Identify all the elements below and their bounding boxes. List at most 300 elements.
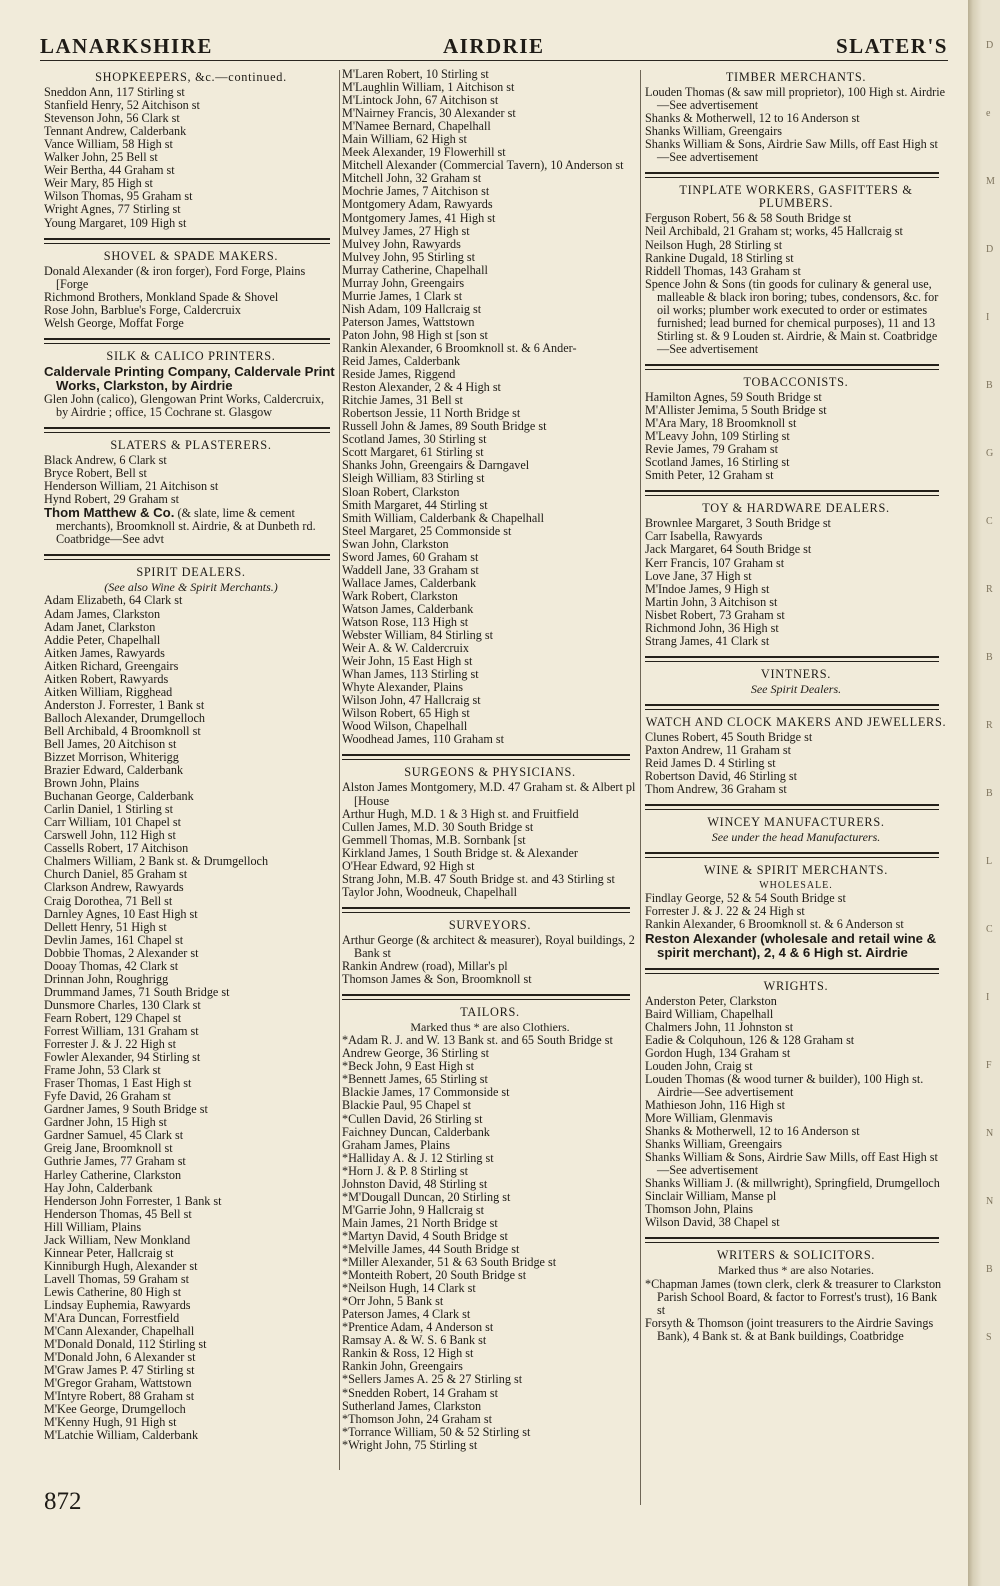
list-item: Alston James Montgomery, M.D. 47 Graham st. & Albert pl [House [342, 780, 636, 808]
section-heading: SLATERS & PLASTERERS. [110, 437, 272, 452]
column-3 [645, 68, 947, 1343]
list-item: Scotland James, 30 Stirling st [342, 432, 487, 447]
section-heading: TIMBER MERCHANTS. [725, 70, 867, 84]
list-item: Gemmell Thomas, M.B. Sornbank [st [342, 832, 526, 847]
section-heading: TOBACCONISTS. [743, 374, 849, 389]
section-heading: WRITERS & SOLICITORS. [716, 1248, 876, 1263]
list-item: Craig Dorothea, 71 Bell st [44, 893, 173, 908]
column-divider [339, 70, 340, 1470]
list-item: M'Leavy John, 109 Stirling st [645, 429, 790, 444]
list-item: Robertson David, 46 Stirling st [645, 769, 798, 784]
list-item: Wilson Thomas, 95 Graham st [44, 189, 193, 204]
list-item: Darnley Agnes, 10 East High st [44, 906, 198, 921]
list-item: Donald Alexander (& iron forger), Ford Forge, Plains [Forge [44, 263, 306, 291]
list-item: Smith Peter, 12 Graham st [645, 468, 774, 483]
list-item: Paterson James, Wattstown [342, 314, 475, 329]
section-heading: WRIGHTS. [763, 978, 829, 993]
column-divider [640, 70, 641, 1505]
list-item: Main James, 21 North Bridge st [342, 1215, 498, 1230]
list-item: Bizzet Morrison, Whiterigg [44, 750, 179, 765]
edge-letter: D [986, 244, 994, 255]
list-item: M'Laren Robert, 10 Stirling st [342, 67, 489, 81]
column-2 [342, 68, 638, 1452]
list-item: Balloch Alexander, Drumgelloch [44, 710, 205, 725]
list-item: Brown John, Plains [44, 776, 140, 791]
section-heading: TOY & HARDWARE DEALERS. [702, 501, 890, 516]
edge-letter: C [986, 516, 993, 527]
list-item: Shanks William & Sons, Airdrie Saw Mills, off East High st—See advertisement [645, 137, 938, 165]
list-item: Hamilton Agnes, 59 South Bridge st [645, 389, 822, 404]
list-item: Carr William, 101 Chapel st [44, 815, 182, 830]
section-entries [645, 86, 947, 164]
list-item: Faichney Duncan, Calderbank [342, 1124, 490, 1139]
section-entries [645, 731, 947, 796]
edge-letter: N [986, 1196, 994, 1207]
list-item: Scotland James, 16 Stirling st [645, 455, 790, 470]
list-item: Kerr Francis, 107 Graham st [645, 555, 785, 570]
list-item: Nisbet Robert, 73 Graham st [645, 607, 785, 622]
bold-entry: Thom Matthew & Co. [44, 505, 175, 521]
list-item: M'Nairney Francis, 30 Alexander st [342, 106, 516, 121]
list-item: Thomson James & Son, Broomknoll st [342, 972, 532, 987]
section-rule [44, 238, 330, 244]
list-item: *Adam R. J. and W. 13 Bank st. and 65 South Bridge st [342, 1033, 613, 1048]
list-item: Mulvey James, 27 High st [342, 223, 470, 238]
section-entries [44, 86, 338, 230]
list-item: *Prentice Adam, 4 Anderson st [342, 1320, 494, 1335]
list-item: Reid James D. 4 Stirling st [645, 756, 776, 771]
list-item: M'Namee Bernard, Chapelhall [342, 119, 491, 134]
list-item: Guthrie James, 77 Graham st [44, 1154, 186, 1169]
list-item: Addie Peter, Chapelhall [44, 632, 161, 647]
list-item: Wilson Robert, 65 High st [342, 706, 470, 721]
list-item: Aitken Robert, Rawyards [44, 671, 169, 686]
list-item: M'Ara Duncan, Forrestfield [44, 1311, 180, 1326]
list-item: M'Cann Alexander, Chapelhall [44, 1324, 195, 1339]
list-item: Louden Thomas (& wood turner & builder), 100 High st. Airdrie—See advertisement [645, 1071, 924, 1099]
list-item: *Bennett James, 65 Stirling st [342, 1072, 488, 1087]
list-item: *M'Dougall Duncan, 20 Stirling st [342, 1189, 511, 1204]
section-heading: WATCH AND CLOCK MAKERS AND JEWELLERS. [645, 714, 947, 729]
list-item: M'Donald Donald, 112 Stirling st [44, 1337, 207, 1352]
list-item: Mitchell Alexander (Commercial Tavern), 10 Anderson st [342, 158, 624, 173]
list-item: M'Gregor Graham, Wattstown [44, 1376, 192, 1391]
section-entries [44, 393, 338, 419]
list-item: Weir John, 15 East High st [342, 654, 473, 669]
section-entries [645, 391, 947, 482]
list-item: Fearn Robert, 129 Chapel st [44, 1010, 182, 1025]
section-entries [44, 265, 338, 330]
list-item: Glen John (calico), Glengowan Print Works, Caldercruix, by Airdrie ; office, 15 Cochrane st. Glasgow [44, 391, 325, 419]
list-item: Swan John, Clarkston [342, 536, 449, 551]
list-item: M'Laughlin William, 1 Aitchison st [342, 80, 515, 95]
list-item: Shanks John, Greengairs & Darngavel [342, 458, 530, 473]
list-item [44, 506, 338, 546]
list-item: *Halliday A. & J. 12 Stirling st [342, 1150, 494, 1165]
list-item: M'Indoe James, 9 High st [645, 581, 770, 596]
list-item: Montgomery Adam, Rawyards [342, 197, 493, 212]
list-item: Fyfe David, 26 Graham st [44, 1089, 171, 1104]
list-item: Forrester J. & J. 22 High st [44, 1037, 177, 1052]
list-item: Strang James, 41 Clark st [645, 633, 770, 648]
list-item: Love Jane, 37 High st [645, 568, 752, 583]
list-item: Watson James, Calderbank [342, 601, 474, 616]
list-item: Devlin James, 161 Chapel st [44, 932, 184, 947]
list-item: Lavell Thomas, 59 Graham st [44, 1271, 189, 1286]
edge-letter: D [986, 40, 994, 51]
list-item: Rankin John, Greengairs [342, 1359, 463, 1374]
list-item: Rankine Dugald, 18 Stirling st [645, 250, 794, 265]
list-item: *Miller Alexander, 51 & 63 South Bridge st [342, 1255, 557, 1270]
list-item: Meek Alexander, 19 Flowerhill st [342, 145, 506, 160]
list-item: *Beck John, 9 East High st [342, 1059, 475, 1074]
edge-letter: B [986, 380, 993, 391]
section-heading: SPIRIT DEALERS. [136, 565, 246, 580]
list-item: *Chapman James (town clerk, clerk & treasurer to Clarkston Parish School Board, & factor to Forrest's trust), 16 Bank st [645, 1276, 942, 1317]
section-rule [645, 656, 939, 662]
section-entries [645, 995, 947, 1230]
list-item: *Melville James, 44 South Bridge st [342, 1241, 520, 1256]
list-item: Rankin & Ross, 12 High st [342, 1346, 474, 1361]
list-item: Dunsmore Charles, 130 Clark st [44, 997, 201, 1012]
list-item: Sleigh William, 83 Stirling st [342, 471, 485, 486]
list-item: Kinniburgh Hugh, Alexander st [44, 1258, 198, 1273]
section-heading: SHOPKEEPERS, &c.—continued. [95, 70, 287, 84]
list-item: Walker John, 25 Bell st [44, 150, 158, 165]
section-entries [645, 1278, 947, 1343]
list-item: Lindsay Euphemia, Rawyards [44, 1297, 191, 1312]
section-rule [645, 1237, 939, 1243]
section-note: (See also Wine & Spirit Merchants.) [104, 580, 278, 595]
list-item: Rose John, Barblue's Forge, Caldercruix [44, 302, 241, 317]
list-item: Fowler Alexander, 94 Stirling st [44, 1050, 201, 1065]
list-item: Sinclair William, Manse pl [645, 1189, 777, 1204]
list-item: *Neilson Hugh, 14 Clark st [342, 1281, 476, 1296]
list-item: Carlin Daniel, 1 Stirling st [44, 802, 173, 817]
edge-letter: B [986, 788, 993, 799]
list-item: Whan James, 113 Stirling st [342, 667, 479, 682]
list-item: Reid James, Calderbank [342, 354, 461, 369]
list-item: *Thomson John, 24 Graham st [342, 1411, 492, 1426]
section-entries [645, 212, 947, 356]
section-entries [342, 68, 638, 746]
list-item: Greig Jane, Broomknoll st [44, 1141, 173, 1156]
list-item: Stevenson John, 56 Clark st [44, 111, 180, 126]
section-entries [645, 892, 947, 931]
page-number: 872 [44, 1488, 82, 1515]
column-1 [44, 68, 338, 1443]
list-item: Shanks William, Greengairs [645, 1137, 783, 1152]
section-heading: SURGEONS & PHYSICIANS. [404, 765, 576, 780]
section-rule [44, 554, 330, 560]
list-item: Aitken Richard, Greengairs [44, 658, 179, 673]
list-item: *Orr John, 5 Bank st [342, 1294, 444, 1309]
section-rule [44, 427, 330, 433]
list-item: Murrie James, 1 Clark st [342, 288, 463, 303]
list-item: *Snedden Robert, 14 Graham st [342, 1385, 499, 1400]
list-item: Paterson James, 4 Clark st [342, 1307, 471, 1322]
section-rule [645, 852, 939, 858]
list-item: Young Margaret, 109 High st [44, 215, 187, 230]
list-item: Wilson David, 38 Chapel st [645, 1215, 780, 1230]
list-item: Findlay George, 52 & 54 South Bridge st [645, 891, 846, 906]
list-item: Sword James, 60 Graham st [342, 549, 479, 564]
list-item: Neil Archibald, 21 Graham st; works, 45 Hallcraig st [645, 224, 903, 239]
list-item: Mulvey John, Rawyards [342, 236, 461, 251]
list-item: *Sellers James A. 25 & 27 Stirling st [342, 1372, 523, 1387]
section-rule [342, 754, 630, 760]
list-item: Jack William, New Monkland [44, 1232, 191, 1247]
list-item: Gardner John, 15 High st [44, 1115, 167, 1130]
list-item: Anderston Peter, Clarkston [645, 993, 777, 1008]
list-item: Blackie Paul, 95 Chapel st [342, 1098, 471, 1113]
section-note: See Spirit Dealers. [750, 681, 842, 696]
list-item: Blackie James, 17 Commonside st [342, 1085, 510, 1100]
list-item: Jack Margaret, 64 South Bridge st [645, 542, 812, 557]
section-heading: TAILORS. [460, 1005, 520, 1020]
header-town: AIRDRIE [443, 34, 545, 58]
list-item: Wark Robert, Clarkston [342, 588, 458, 603]
list-item: Lewis Catherine, 80 High st [44, 1284, 182, 1299]
list-item: *Cullen David, 26 Stirling st [342, 1111, 483, 1126]
list-item: Weir A. & W. Caldercruix [342, 641, 469, 656]
list-item: Dobbie Thomas, 2 Alexander st [44, 945, 199, 960]
list-item: Baird William, Chapelhall [645, 1006, 774, 1021]
section-heading: SURVEYORS. [448, 917, 532, 932]
list-item: Henderson Thomas, 45 Bell st [44, 1206, 192, 1221]
list-item: Thom Andrew, 36 Graham st [645, 782, 787, 797]
list-item: Ramsay A. & W. S. 6 Bank st [342, 1333, 487, 1348]
edge-letter: R [986, 584, 993, 595]
list-item: Adam Elizabeth, 64 Clark st [44, 593, 183, 608]
header-publisher: SLATER'S [836, 34, 948, 58]
list-item: Strang John, M.B. 47 South Bridge st. and 43 Stirling st [342, 871, 615, 886]
list-item: Louden Thomas (& saw mill proprietor), 100 High st. Airdrie—See advertisement [645, 85, 946, 113]
list-item: Whyte Alexander, Plains [342, 680, 464, 695]
list-item: Kirkland James, 1 South Bridge st. & Alexander [342, 845, 578, 860]
list-item: Bell Archibald, 4 Broomknoll st [44, 723, 201, 738]
list-item: Hay John, Calderbank [44, 1180, 153, 1195]
list-item: Scott Margaret, 61 Stirling st [342, 445, 484, 460]
list-item: Ferguson Robert, 56 & 58 South Bridge st [645, 211, 852, 226]
list-item: M'Ara Mary, 18 Broomknoll st [645, 416, 797, 431]
list-item: Revie James, 79 Graham st [645, 442, 779, 457]
list-item: Graham James, Plains [342, 1137, 450, 1152]
list-item: Thomson John, Plains [645, 1202, 754, 1217]
edge-letter: N [986, 1128, 994, 1139]
section-entries [44, 594, 338, 1442]
section-entries [342, 934, 638, 986]
section-rule [645, 172, 939, 178]
list-item: Chalmers John, 11 Johnston st [645, 1019, 794, 1034]
list-item: M'Graw James P. 47 Stirling st [44, 1363, 195, 1378]
section-entries [44, 454, 338, 506]
list-item: Russell John & James, 89 South Bridge st [342, 419, 547, 434]
list-item: Murray John, Greengairs [342, 275, 465, 290]
list-item: M'Allister Jemima, 5 South Bridge st [645, 403, 827, 418]
list-item: Bell James, 20 Aitchison st [44, 736, 177, 751]
list-item: Cassells Robert, 17 Aitchison [44, 841, 189, 856]
list-item: Spence John & Sons (tin goods for culinary & general use, malleable & black iron boring; tubes, condensors, &c. for oil works; plumber work executed to order or estimates furnished; lead burned for chemical purposes), 11 and 13 Stirling st. & 9 Louden st. Airdrie, & Main st. Coatbridge—See advertisement [645, 276, 939, 356]
list-item: Carswell John, 112 High st [44, 828, 176, 843]
list-item: M'Donald John, 6 Alexander st [44, 1350, 196, 1365]
list-item: Taylor John, Woodneuk, Chapelhall [342, 884, 517, 899]
list-item: Brownlee Margaret, 3 South Bridge st [645, 516, 831, 531]
list-item: M'Intyre Robert, 88 Graham st [44, 1389, 195, 1404]
list-item: Woodhead James, 110 Graham st [342, 732, 505, 747]
list-item: Kinnear Peter, Hallcraig st [44, 1245, 174, 1260]
list-item: Shanks & Motherwell, 12 to 16 Anderson st [645, 111, 860, 126]
list-item: M'Garrie John, 9 Hallcraig st [342, 1202, 484, 1217]
list-item: Webster William, 84 Stirling st [342, 628, 493, 643]
list-item: Murray Catherine, Chapelhall [342, 262, 488, 277]
list-item: Aitken William, Rigghead [44, 684, 173, 699]
list-item: Mulvey John, 95 Stirling st [342, 249, 476, 264]
list-item: Shanks William & Sons, Airdrie Saw Mills, off East High st—See advertisement [645, 1150, 938, 1178]
list-item: Mochrie James, 7 Aitchison st [342, 184, 490, 199]
list-item: Arthur Hugh, M.D. 1 & 3 High st. and Fruitfield [342, 806, 579, 821]
edge-letter: B [986, 652, 993, 663]
section-note: Marked thus * are also Notaries. [718, 1263, 874, 1278]
edge-letter: G [986, 448, 994, 459]
list-item: Brazier Edward, Calderbank [44, 763, 184, 778]
list-item: Steel Margaret, 25 Commonside st [342, 523, 512, 538]
edge-letter: I [986, 992, 990, 1003]
list-item: Neilson Hugh, 28 Stirling st [645, 237, 783, 252]
list-item: Nish Adam, 109 Hallcraig st [342, 301, 482, 316]
list-item: Rankin Alexander, 6 Broomknoll st. & 6 Ander- [342, 340, 577, 355]
list-item: Wright Agnes, 77 Stirling st [44, 202, 181, 217]
list-item: Wood Wilson, Chapelhall [342, 719, 468, 734]
list-item: Clunes Robert, 45 South Bridge st [645, 729, 813, 744]
list-item: Richmond John, 36 High st [645, 620, 779, 635]
list-item: Hill William, Plains [44, 1219, 142, 1234]
list-item: Stanfield Henry, 52 Aitchison st [44, 98, 200, 113]
list-item: Sneddon Ann, 117 Stirling st [44, 85, 185, 100]
list-item: Johnston David, 48 Stirling st [342, 1176, 488, 1191]
entry-detail: (& slate, lime & cement merchants), Broomknoll st. Airdrie, & at Dunbeth rd. Coatbridge—See advt [56, 506, 316, 547]
list-item: Shanks William J. (& millwright), Springfield, Drumgelloch [645, 1176, 940, 1191]
list-item: Paxton Andrew, 11 Graham st [645, 743, 791, 758]
section-heading: SHOVEL & SPADE MAKERS. [103, 248, 279, 263]
list-item: Smith William, Calderbank & Chapelhall [342, 510, 545, 525]
list-item: Rankin Alexander, 6 Broomknoll st. & 6 Anderson st [645, 917, 904, 932]
list-item: Weir Bertha, 44 Graham st [44, 163, 175, 178]
list-item: Andrew George, 36 Stirling st [342, 1046, 490, 1061]
bold-entry: Reston Alexander (wholesale and retail wine & spirit merchant), 2, 4 & 6 High st. Airdrie [645, 930, 937, 960]
list-item: M'Kenny Hugh, 91 High st [44, 1415, 177, 1430]
edge-letter: e [986, 108, 991, 119]
list-item: Tennant Andrew, Calderbank [44, 124, 187, 139]
list-item: Chalmers William, 2 Bank st. & Drumgelloch [44, 854, 269, 869]
list-item: Adam Janet, Clarkston [44, 619, 156, 634]
list-item: Harley Catherine, Clarkston [44, 1167, 182, 1182]
list-item: *Torrance William, 50 & 52 Stirling st [342, 1424, 531, 1439]
list-item: Vance William, 58 High st [44, 137, 173, 152]
section-rule [342, 907, 630, 913]
list-item: Paton John, 98 High st [son st [342, 327, 488, 342]
section-rule [645, 968, 939, 974]
section-heading: SILK & CALICO PRINTERS. [106, 348, 276, 363]
section-heading: VINTNERS. [760, 666, 832, 681]
list-item: Mathieson John, 116 High st [645, 1097, 786, 1112]
list-item: Gardner Samuel, 45 Clark st [44, 1128, 184, 1143]
list-item: Adam James, Clarkston [44, 606, 161, 621]
list-item: Sutherland James, Clarkston [342, 1398, 482, 1413]
section-rule [645, 804, 939, 810]
list-item: Drummand James, 71 South Bridge st [44, 984, 230, 999]
section-entries [645, 517, 947, 647]
section-rule [645, 490, 939, 496]
list-item: Shanks & Motherwell, 12 to 16 Anderson st [645, 1124, 860, 1139]
section-heading: TINPLATE WORKERS, GASFITTERS & PLUMBERS. [679, 183, 913, 211]
list-item: Reston Alexander, 2 & 4 High st [342, 380, 501, 395]
edge-letter: I [986, 312, 990, 323]
list-item: Fraser Thomas, 1 East High st [44, 1076, 192, 1091]
section-entries [342, 1034, 638, 1452]
list-item: Robertson Jessie, 11 North Bridge st [342, 406, 521, 421]
list-item: Louden John, Craig st [645, 1058, 753, 1073]
section-heading: WINCEY MANUFACTURERS. [707, 815, 885, 830]
list-item: Drinnan John, Roughrigg [44, 971, 169, 986]
list-item: Shanks William, Greengairs [645, 124, 783, 139]
list-item: Waddell Jane, 33 Graham st [342, 562, 479, 577]
list-item: Forrester J. & J. 22 & 24 High st [645, 904, 805, 919]
list-item: Arthur George (& architect & measurer), Royal buildings, 2 Bank st [342, 932, 635, 960]
list-item: M'Lintock John, 67 Aitchison st [342, 93, 499, 108]
list-item: Cullen James, M.D. 30 South Bridge st [342, 819, 534, 834]
list-item: Black Andrew, 6 Clark st [44, 453, 167, 468]
list-item: Main William, 62 High st [342, 132, 467, 147]
list-item: Wilson John, 47 Hallcraig st [342, 693, 481, 708]
list-item: Martin John, 3 Aitchison st [645, 594, 778, 609]
list-item: Montgomery James, 41 High st [342, 210, 496, 225]
list-item: Watson Rose, 113 High st [342, 614, 469, 629]
section-entries [342, 781, 638, 898]
list-item: More William, Glenmavis [645, 1111, 773, 1125]
list-item: Rankin Andrew (road), Millar's pl [342, 959, 508, 974]
list-item: Clarkson Andrew, Rawyards [44, 880, 184, 895]
list-item: Mitchell John, 32 Graham st [342, 171, 482, 186]
edge-letter: L [986, 856, 993, 867]
section-rule [44, 338, 330, 344]
list-item: O'Hear Edward, 92 High st [342, 858, 475, 873]
list-item: Dellett Henry, 51 High st [44, 919, 167, 934]
list-item: Weir Mary, 85 High st [44, 176, 153, 191]
list-item: M'Kee George, Drumgelloch [44, 1402, 186, 1417]
list-item: *Horn J. & P. 8 Stirling st [342, 1163, 468, 1178]
list-item: Frame John, 53 Clark st [44, 1063, 161, 1078]
list-item: M'Latchie William, Calderbank [44, 1428, 199, 1443]
list-item: Gordon Hugh, 134 Graham st [645, 1045, 791, 1060]
edge-letter: M [986, 176, 995, 187]
section-note: Marked thus * are also Clothiers. [410, 1020, 570, 1035]
list-item: Smith Margaret, 44 Stirling st [342, 497, 488, 512]
running-header [40, 34, 948, 61]
section-rule [645, 364, 939, 370]
list-item: Dooay Thomas, 42 Clark st [44, 958, 179, 973]
edge-letter: S [986, 1332, 992, 1343]
list-item: Sloan Robert, Clarkston [342, 484, 460, 499]
list-item: Reside James, Riggend [342, 367, 456, 382]
list-item: Forrest William, 131 Graham st [44, 1024, 199, 1038]
bold-entry: Caldervale Printing Company, Caldervale Print Works, Clarkston, by Airdrie [44, 363, 335, 393]
list-item: Buchanan George, Calderbank [44, 789, 194, 804]
list-item: Eadie & Colquhoun, 126 & 128 Graham st [645, 1032, 855, 1047]
list-item: Church Daniel, 85 Graham st [44, 867, 188, 882]
list-item: *Monteith Robert, 20 South Bridge st [342, 1268, 527, 1283]
list-item: *Martyn David, 4 South Bridge st [342, 1228, 508, 1243]
